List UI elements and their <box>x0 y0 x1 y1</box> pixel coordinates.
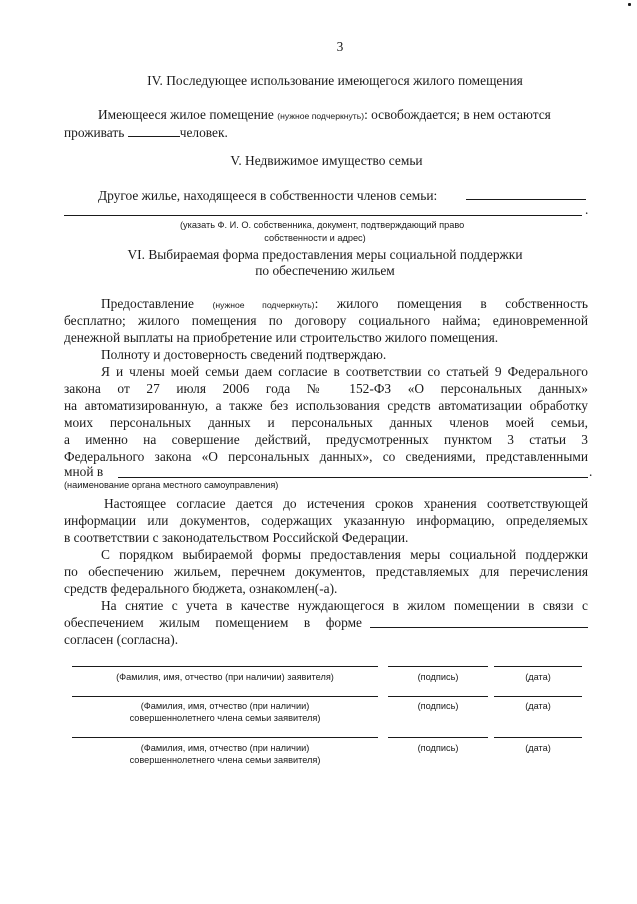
p4-line2: информации или документов, содержащих указанную информацию, определяемых <box>64 513 588 528</box>
owner-caption-line1: (указать Ф. И. О. собственника, документ, подтверждающий право <box>180 220 465 230</box>
signature-sign-caption: (подпись) <box>417 743 459 753</box>
family-member-1-signature-field[interactable] <box>388 696 488 697</box>
owner-caption-line2: собственности и адрес) <box>264 233 366 243</box>
signature-name-caption-line2: совершеннолетнего члена семьи заявителя) <box>129 713 321 723</box>
section-4-paragraph-line2 <box>64 124 228 141</box>
p3-line6: Федерального закона «О персональных данных», со сведениями, представленными <box>64 449 588 464</box>
support-form-field[interactable] <box>370 627 588 628</box>
section-4-paragraph-line1 <box>98 106 551 125</box>
p4-line1: Настоящее согласие дается до истечения сроков хранения соответствующей <box>104 496 588 511</box>
local-government-field[interactable] <box>118 477 588 478</box>
applicant-name-field[interactable] <box>72 666 378 667</box>
family-member-2-signature-field[interactable] <box>388 737 488 738</box>
p4-line3: в соответствии с законодательством Российской Федерации. <box>64 530 409 545</box>
signature-name-caption: (Фамилия, имя, отчество (при наличии) <box>140 701 310 711</box>
section-4-options: : освобождается; в нем остаются <box>364 107 551 122</box>
underline-note: (нужное подчеркнуть) <box>212 300 315 310</box>
live-label: проживать <box>64 125 125 140</box>
p5-line2: по обеспечению жильем, перечнем документов, представляемых для перечисления <box>64 564 588 579</box>
section-4-text: Имеющееся жилое помещение <box>98 107 274 122</box>
persons-label: человек. <box>179 125 228 140</box>
section-6-heading-line2: по обеспечению жильем <box>255 263 395 278</box>
signature-date-caption: (дата) <box>525 743 551 753</box>
p1-text: Предоставление <box>101 296 194 311</box>
signature-sign-caption: (подпись) <box>417 672 459 682</box>
section-6-heading-line1: VI. Выбираемая форма предоставления меры социальной поддержки <box>127 247 523 262</box>
family-member-2-name-field[interactable] <box>72 737 378 738</box>
applicant-date-field[interactable] <box>494 666 582 667</box>
family-member-2-date-field[interactable] <box>494 737 582 738</box>
other-housing-label: Другое жилье, находящееся в собственности членов семьи: <box>98 188 438 203</box>
signature-name-caption: (Фамилия, имя, отчество (при наличии) <box>140 743 310 753</box>
p3-line2: закона от 27 июля 2006 года № 152-ФЗ «О персональных данных» <box>64 381 588 396</box>
p6-line3: согласен (согласна). <box>64 632 179 647</box>
underline-note: (нужное подчеркнуть) <box>277 111 365 121</box>
line-end-period: . <box>589 464 593 479</box>
p3-line7-label: мной в <box>64 464 104 479</box>
other-housing-field-line2[interactable] <box>64 215 582 216</box>
p3-line5: а именно на совершение действий, предусмотренных пунктом 3 статьи 3 <box>64 432 588 447</box>
p6-line1: На снятие с учета в качестве нуждающегося в жилом помещении в связи с <box>101 598 588 613</box>
p5-line1: С порядком выбираемой формы предоставления меры социальной поддержки <box>101 547 588 562</box>
p1-line2: бесплатно; жилого помещения по договору социального найма; единовременной <box>64 313 588 328</box>
signature-date-caption: (дата) <box>525 701 551 711</box>
page-number: 3 <box>336 39 344 54</box>
line-end-period: . <box>585 202 589 217</box>
p5-line3: средств федерального бюджета, ознакомлен(-а). <box>64 581 338 596</box>
applicant-signature-field[interactable] <box>388 666 488 667</box>
p3-line1: Я и члены моей семьи даем согласие в соответствии со статьей 9 Федерального <box>101 364 588 379</box>
p1-line3: денежной выплаты на приобретение или строительство жилого помещения. <box>64 330 499 345</box>
p2: Полноту и достоверность сведений подтверждаю. <box>101 347 387 362</box>
section-5-heading: V. Недвижимое имущество семьи <box>230 153 423 168</box>
scan-speck <box>628 3 631 6</box>
signature-date-caption: (дата) <box>525 672 551 682</box>
family-member-1-name-field[interactable] <box>72 696 378 697</box>
family-member-1-date-field[interactable] <box>494 696 582 697</box>
signature-sign-caption: (подпись) <box>417 701 459 711</box>
p3-line4: моих персональных данных и персональных данных членов моей семьи, <box>64 415 588 430</box>
signature-name-caption: (Фамилия, имя, отчество (при наличии) заявителя) <box>116 672 334 682</box>
p6-line2: обеспечением жилым помещением в форме <box>64 615 362 630</box>
other-housing-field[interactable] <box>466 199 586 200</box>
section-4-heading: IV. Последующее использование имеющегося жилого помещения <box>147 73 523 88</box>
local-government-caption: (наименование органа местного самоуправления) <box>64 480 279 490</box>
p1-option-property: : жилого помещения в собственность <box>314 296 588 311</box>
residents-count-field[interactable] <box>128 124 180 137</box>
signature-name-caption-line2: совершеннолетнего члена семьи заявителя) <box>129 755 321 765</box>
p3-line3: на автоматизированную, а также без использования средств автоматизации обработку <box>64 398 588 413</box>
